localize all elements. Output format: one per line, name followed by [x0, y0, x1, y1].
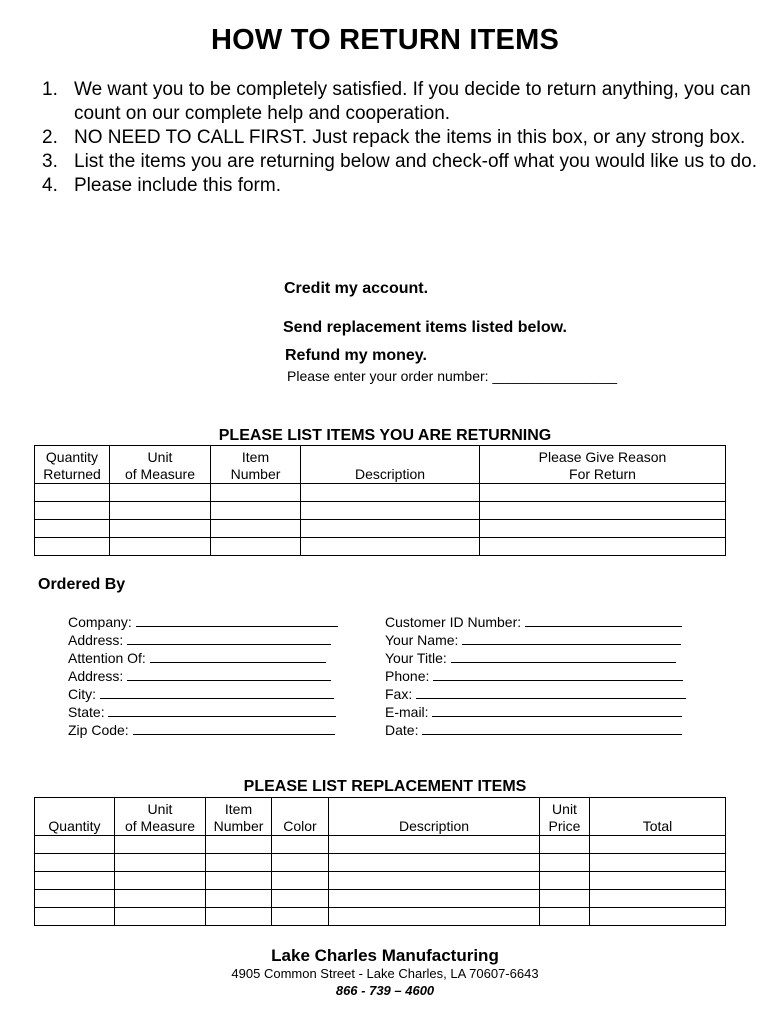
step-text: List the items you are returning below and check-off what you would like us to do.: [74, 151, 757, 172]
ordered-by-left-fields: [68, 613, 338, 739]
your-name-field[interactable]: Your Name:: [385, 631, 686, 649]
table-row: [35, 854, 726, 872]
step-text: NO NEED TO CALL FIRST. Just repack the items in this box, or any strong box.: [74, 127, 746, 148]
replacement-items-table: [34, 797, 726, 926]
date-field[interactable]: Date:: [385, 721, 686, 739]
your-title-field[interactable]: Your Title:: [385, 649, 686, 667]
state-field[interactable]: State:: [68, 703, 338, 721]
instructions-list: [42, 78, 762, 198]
step-text: We want you to be completely satisfied. If you decide to return anything, you can count on our complete help and cooperation.: [74, 79, 751, 124]
table-row: [35, 520, 726, 538]
table-row: [35, 872, 726, 890]
company-address: 4905 Common Street - Lake Charles, LA 70607-6643: [231, 966, 539, 981]
customer-id-field[interactable]: Customer ID Number:: [385, 613, 686, 631]
unit-price-header: Unit Price: [540, 798, 590, 836]
order-number-field[interactable]: Please enter your order number: ________________: [287, 368, 618, 384]
instruction-step: [42, 150, 762, 174]
description-header: Description: [301, 446, 480, 484]
reason-for-return-header: Please Give Reason For Return: [480, 446, 726, 484]
company-phone: 866 - 739 – 4600: [335, 983, 435, 998]
table-row: [35, 538, 726, 556]
total-header: Total: [590, 798, 726, 836]
step-number: 2.: [42, 127, 58, 148]
description-header: Description: [329, 798, 540, 836]
address-field[interactable]: Address:: [68, 631, 338, 649]
unit-of-measure-header: Unit of Measure: [110, 446, 211, 484]
email-field[interactable]: E-mail:: [385, 703, 686, 721]
table-header-row: [35, 798, 726, 836]
city-field[interactable]: City:: [68, 685, 338, 703]
company-field[interactable]: Company:: [68, 613, 338, 631]
color-header: Color: [272, 798, 329, 836]
page-title: HOW TO RETURN ITEMS: [210, 24, 560, 56]
step-number: 1.: [42, 79, 58, 100]
quantity-returned-header: Quantity Returned: [35, 446, 110, 484]
send-replacement-option[interactable]: Send replacement items listed below.: [283, 319, 567, 336]
fax-field[interactable]: Fax:: [385, 685, 686, 703]
item-number-header: Item Number: [206, 798, 272, 836]
instruction-step: [42, 78, 762, 126]
refund-money-option[interactable]: Refund my money.: [285, 347, 427, 364]
attention-of-field[interactable]: Attention Of:: [68, 649, 338, 667]
instruction-step: [42, 126, 762, 150]
table-row: [35, 908, 726, 926]
step-text: Please include this form.: [74, 175, 281, 196]
step-number: 3.: [42, 151, 58, 172]
table-header-row: [35, 446, 726, 484]
table-row: [35, 836, 726, 854]
instruction-step: [42, 174, 762, 198]
step-number: 4.: [42, 175, 58, 196]
ordered-by-label: Ordered By: [38, 576, 126, 593]
phone-field[interactable]: Phone:: [385, 667, 686, 685]
returning-items-table: [34, 445, 726, 556]
table-row: [35, 890, 726, 908]
company-name: Lake Charles Manufacturing: [271, 946, 499, 965]
unit-of-measure-header: Unit of Measure: [115, 798, 206, 836]
table-row: [35, 502, 726, 520]
item-number-header: Item Number: [211, 446, 301, 484]
address-2-field[interactable]: Address:: [68, 667, 338, 685]
zip-code-field[interactable]: Zip Code:: [68, 721, 338, 739]
replacement-items-title: PLEASE LIST REPLACEMENT ITEMS: [243, 778, 527, 795]
quantity-header: Quantity: [35, 798, 115, 836]
table-row: [35, 484, 726, 502]
returning-items-title: PLEASE LIST ITEMS YOU ARE RETURNING: [218, 427, 552, 444]
ordered-by-right-fields: [385, 613, 686, 739]
credit-account-option[interactable]: Credit my account.: [284, 280, 429, 297]
